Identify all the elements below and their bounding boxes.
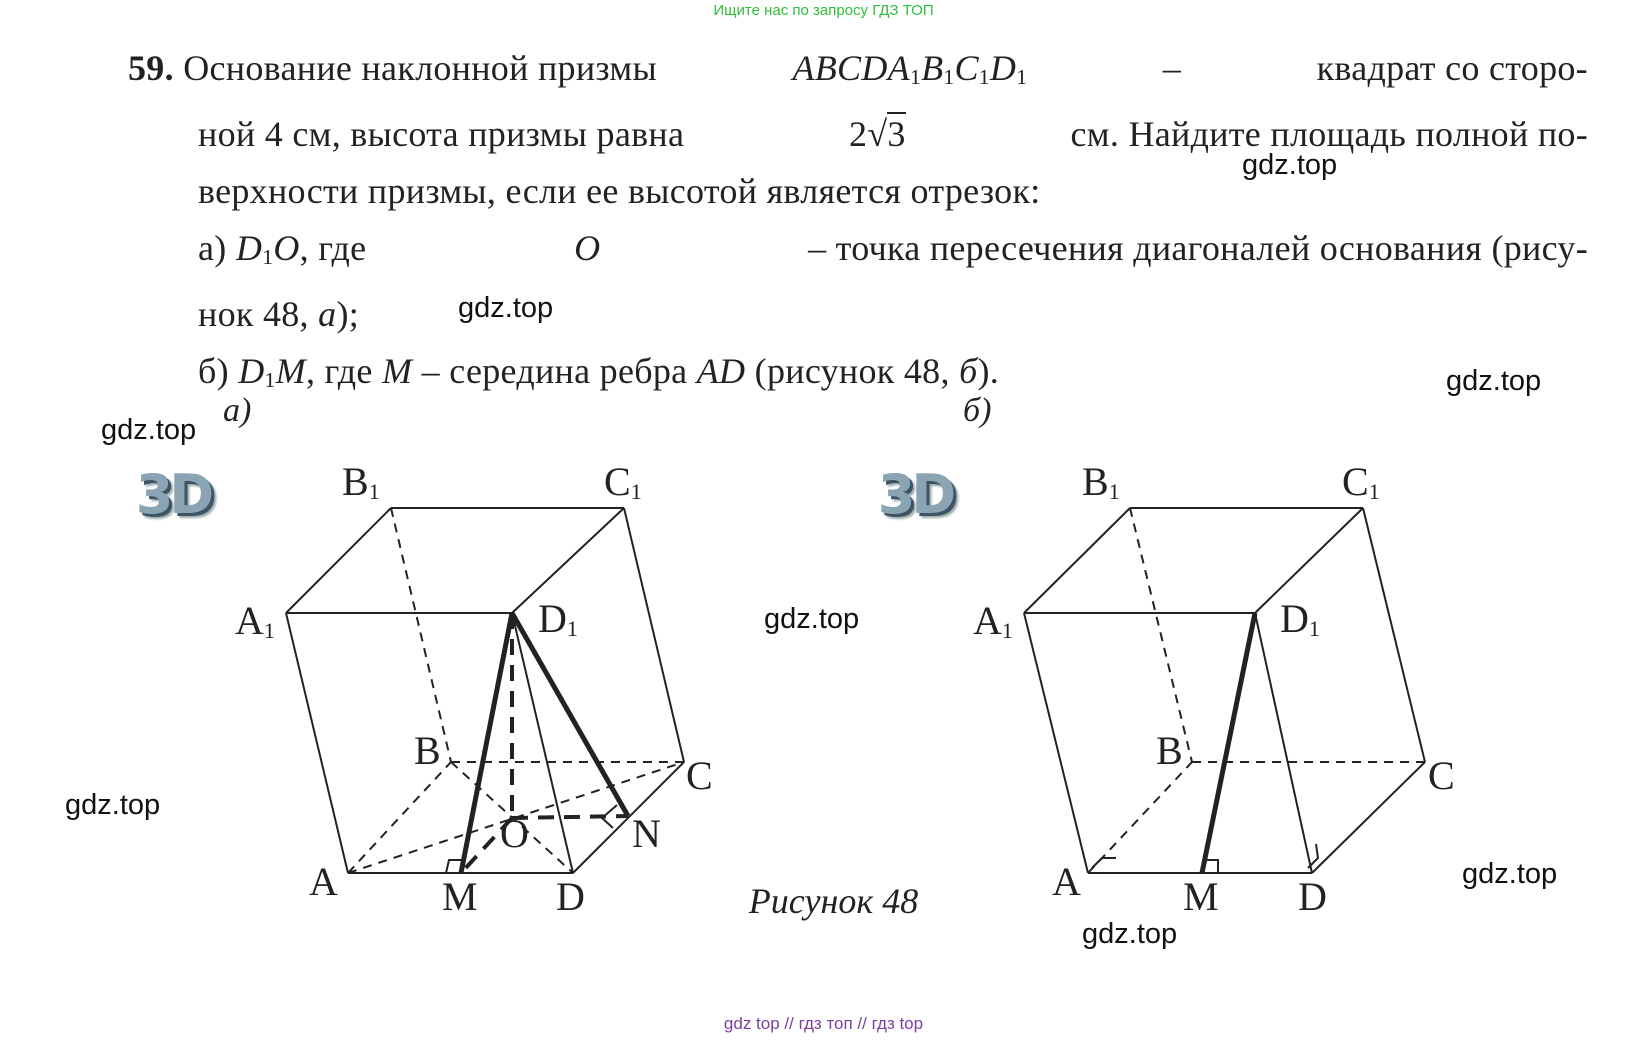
dash: – bbox=[1162, 48, 1182, 88]
vertex-d1: $D_1$ bbox=[538, 596, 578, 641]
watermark: gdz.top bbox=[1242, 149, 1338, 181]
watermark: gdz.top bbox=[458, 292, 554, 324]
vertex-b: B bbox=[414, 728, 441, 773]
watermark: gdz.top bbox=[1446, 365, 1542, 397]
figure-caption: Рисунок 48 bbox=[748, 881, 919, 921]
vertex-a: A bbox=[1052, 859, 1081, 904]
problem-text: квадрат со сторо- bbox=[1316, 48, 1588, 88]
vertex-c1: $C_1$ bbox=[1342, 459, 1380, 504]
edge-dd1 bbox=[1255, 613, 1312, 873]
figure-a-label: а) bbox=[223, 392, 252, 429]
vertex-a1: $A_1$ bbox=[235, 598, 275, 643]
watermark: gdz.top bbox=[764, 603, 860, 635]
figure-b-label: б) bbox=[963, 392, 992, 429]
watermark: gdz.top bbox=[1082, 918, 1178, 950]
3d-badge-icon[interactable]: 3D bbox=[877, 463, 953, 526]
vertex-d1: $D_1$ bbox=[1280, 596, 1320, 641]
vertex-c1: $C_1$ bbox=[604, 459, 642, 504]
edge-cc1 bbox=[1363, 508, 1425, 762]
prism-name: $ABCDA_1B_1C_1D_1$ bbox=[792, 48, 1028, 89]
point-o: O bbox=[574, 228, 601, 268]
vertex-a: A bbox=[309, 859, 338, 904]
vertex-b: B bbox=[1156, 728, 1183, 773]
top-search-banner[interactable]: Ищите нас по запросу ГДЗ ТОП bbox=[713, 2, 934, 19]
watermark: gdz.top bbox=[101, 414, 197, 446]
item-a-cont: нок 48, а); bbox=[198, 294, 360, 334]
segment-d1m bbox=[1202, 613, 1255, 873]
problem-line-3: верхности призмы, если ее высотой является отрезок: bbox=[198, 171, 1041, 211]
edge-a1b1 bbox=[1024, 508, 1130, 613]
item-b: б) $D_1M$, где M – середина ребра AD (рисунок 48, б). bbox=[198, 351, 1000, 392]
problem-text: Основание наклонной призмы bbox=[183, 48, 657, 88]
3d-badge-icon[interactable]: 3D bbox=[135, 463, 211, 526]
vertex-b1: $B_1$ bbox=[1082, 459, 1120, 504]
vertex-d: D bbox=[1298, 874, 1327, 919]
vertex-c: C bbox=[686, 753, 713, 798]
vertex-m: M bbox=[1183, 874, 1219, 919]
vertex-c: C bbox=[1428, 753, 1455, 798]
item-a: а) $D_1O$, где O – точка пересечения диагоналей основания (рису- bbox=[128, 220, 1588, 286]
footer-links[interactable]: gdz top // гдз топ // гдз top bbox=[723, 1014, 924, 1033]
problem-text: см. Найдите площадь полной по- bbox=[1070, 114, 1588, 154]
vertex-d: D bbox=[556, 874, 585, 919]
vertex-a1: $A_1$ bbox=[973, 598, 1013, 643]
vertex-o: O bbox=[500, 811, 529, 856]
watermark: gdz.top bbox=[1462, 858, 1558, 890]
height-value: 2√3 bbox=[849, 114, 906, 154]
right-angle-a bbox=[1092, 858, 1116, 868]
vertex-b1: $B_1$ bbox=[342, 459, 380, 504]
watermark: gdz.top bbox=[65, 789, 161, 821]
vertex-m: M bbox=[442, 874, 478, 919]
problem-number: 59. bbox=[128, 48, 174, 88]
edge-ab-hidden bbox=[1088, 762, 1192, 873]
problem-text: ной 4 см, высота призмы равна bbox=[198, 114, 685, 154]
problem-text: – точка пересечения диагоналей основания (рису- bbox=[808, 228, 1588, 268]
edge-aa1 bbox=[1024, 613, 1088, 873]
edge-dc bbox=[1312, 762, 1425, 873]
vertex-n: N bbox=[632, 811, 661, 856]
edge-bb1-hidden bbox=[1130, 508, 1192, 762]
